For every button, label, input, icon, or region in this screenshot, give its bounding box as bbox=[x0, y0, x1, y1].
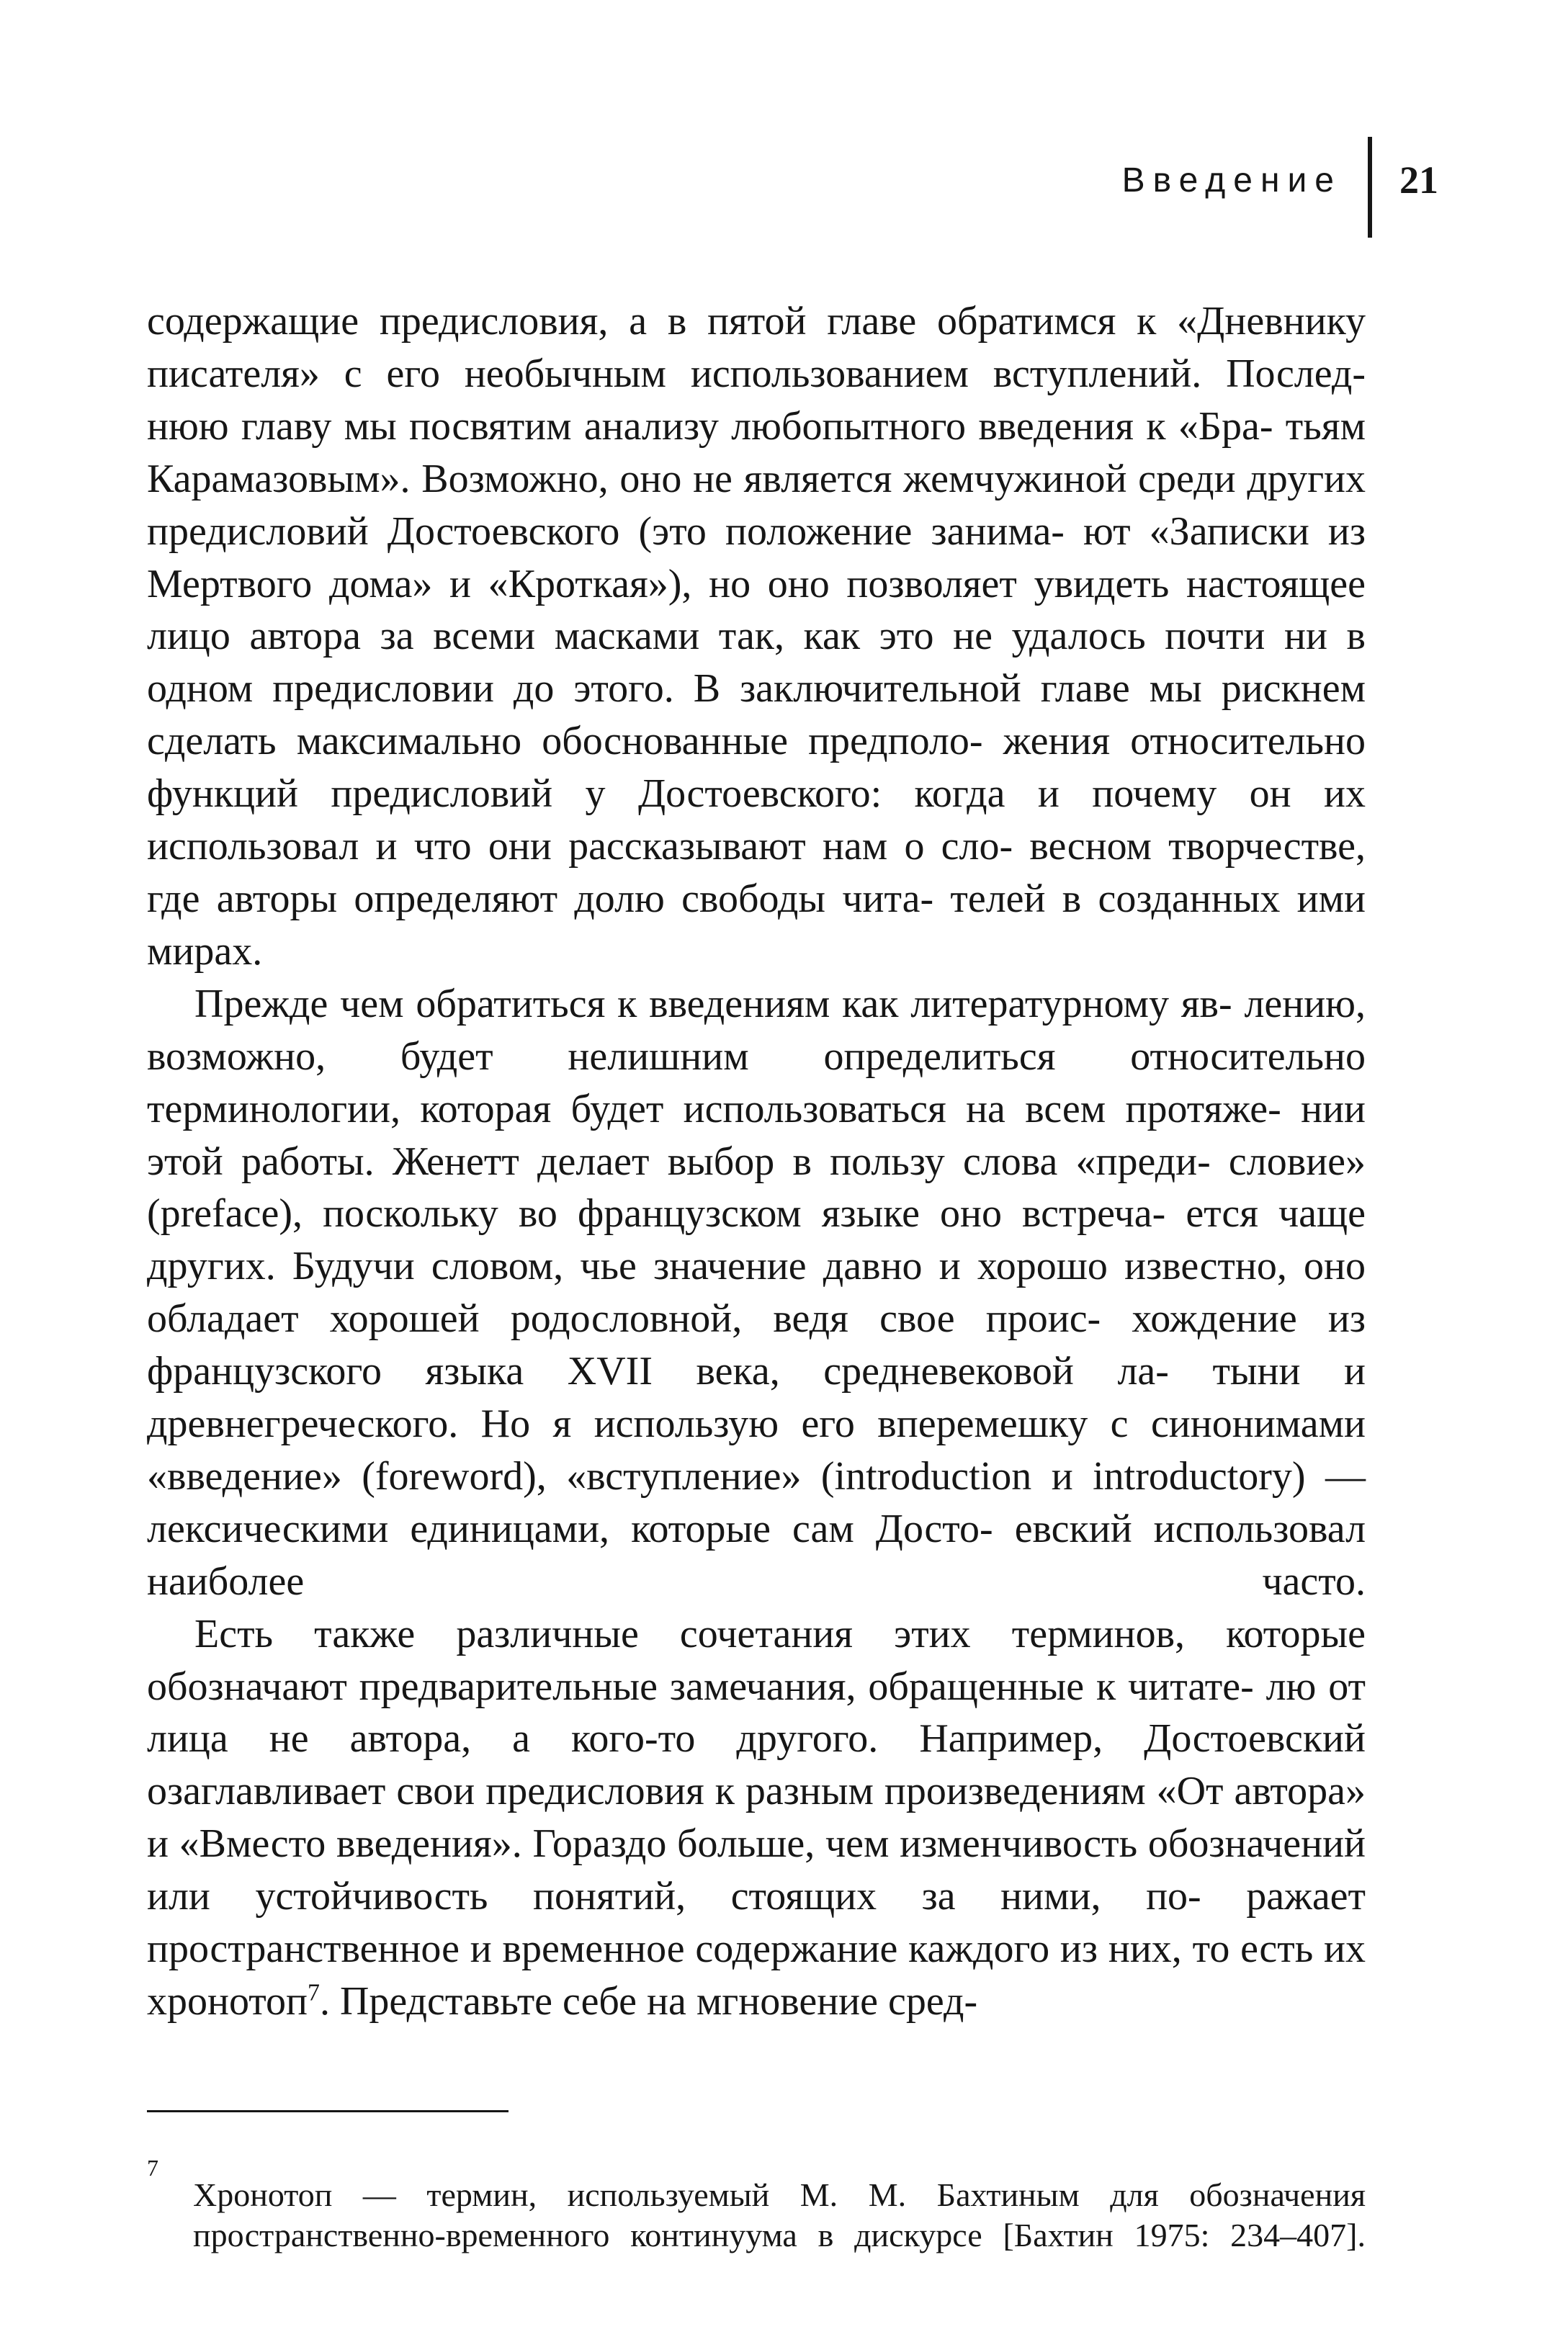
text-line: ражает пространственное и временное содержание каждого из bbox=[147, 1874, 1366, 1972]
text-line: них, то есть их хронотоп bbox=[147, 1926, 1366, 2024]
text-line: ют «Записки из Мертвого дома» и «Кроткая»), но оно позволяет bbox=[147, 508, 1366, 606]
text-line: тьям Карамазовым». Возможно, оно не является жемчужиной bbox=[147, 403, 1366, 501]
text-line: терминологии, которая будет использоваться на всем протяже- bbox=[147, 1086, 1281, 1131]
footnote: 7 Хронотоп — термин, используемый М. М. Бахтиным для обозначения пространственно-временного континуума в дискурсе [Бахтин 1975: 234–407]. bbox=[147, 2175, 1366, 2256]
text-line: лению, возможно, будет нелишним определиться относительно bbox=[147, 981, 1366, 1079]
text-line: автора» и «Вместо введения». Гораздо больше, чем изменчивость bbox=[147, 1769, 1366, 1867]
text-line: телей в созданных ими мирах. bbox=[147, 876, 1366, 974]
text-line: известно, оно обладает хорошей родословной, ведя свое проис- bbox=[147, 1244, 1366, 1342]
paragraph-3 bbox=[147, 1608, 1366, 2028]
text-line: лю от лица не автора, а кого-то другого. Например, Достоевский bbox=[147, 1664, 1366, 1762]
text-line: удалось почти ни в одном предисловии до этого. В заключительной bbox=[147, 614, 1366, 712]
page-number: 21 bbox=[1399, 158, 1438, 202]
section-title: Введение bbox=[1121, 161, 1342, 199]
text-line: нии этой работы. Женетт делает выбор в пользу слова «преди- bbox=[147, 1086, 1366, 1184]
text-line: обозначают предварительные замечания, обращенные к читате- bbox=[147, 1664, 1254, 1709]
text-line: озаглавливает свои предисловия к разным произведениям «От bbox=[147, 1769, 1224, 1814]
running-head bbox=[1122, 148, 1438, 212]
text-line: нюю главу мы посвятим анализу любопытного введения к «Бра- bbox=[147, 403, 1273, 449]
footnote-text bbox=[193, 2175, 1366, 2256]
text-line: весном творчестве, где авторы определяют долю свободы чита- bbox=[147, 824, 1366, 921]
text-line: и introductory) — лексическими единицами, которые сам Досто- bbox=[147, 1453, 1366, 1551]
text-line: содержащие предисловия, а в пятой главе обратимся к «Дневнику bbox=[147, 299, 1366, 344]
footnote-line: пространственно-временного континуума в дискурсе [Бахтин 1975: 234–407]. bbox=[193, 2217, 1366, 2253]
text-line: Прежде чем обратиться к введениям как литературному яв- bbox=[194, 981, 1232, 1026]
text-line: Есть также различные сочетания этих терминов, которые bbox=[194, 1611, 1366, 1656]
text-line: писателя» с его необычным использованием вступлений. Послед- bbox=[147, 351, 1366, 396]
text-line: хождение из французского языка XVII века, средневековой ла- bbox=[147, 1296, 1366, 1394]
text-line: с синонимами «введение» (foreword), «вступление» (introduction bbox=[147, 1401, 1366, 1499]
text-line: . Представьте себе на мгновение сред- bbox=[319, 1979, 978, 2024]
text-line: жения относительно функций предисловий у Достоевского: когда bbox=[147, 719, 1366, 817]
text-line: евский использовал наиболее часто. bbox=[147, 1506, 1366, 1604]
text-line: ется чаще других. Будучи словом, чье значение давно и хорошо bbox=[147, 1191, 1366, 1289]
footnote-separator bbox=[147, 2110, 509, 2112]
text-line: словие» (preface), поскольку во французском языке оно встреча- bbox=[147, 1139, 1366, 1237]
paragraph-2 bbox=[147, 978, 1366, 1608]
footnote-reference[interactable]: 7 bbox=[307, 1979, 320, 2006]
body-text bbox=[147, 295, 1366, 2028]
text-line: увидеть настоящее лицо автора за всеми масками так, как это не bbox=[147, 561, 1366, 659]
text-line: главе мы рискнем сделать максимально обоснованные предполо- bbox=[147, 666, 1366, 764]
text-line: среди других предисловий Достоевского (это положение занима- bbox=[147, 456, 1366, 554]
text-line: тыни и древнегреческого. Но я использую его вперемешку bbox=[147, 1349, 1366, 1447]
footnote-line: Хронотоп — термин, используемый М. М. Бахтиным для обозначения bbox=[193, 2176, 1366, 2213]
text-line: и почему он их использовал и что они рассказывают нам о сло- bbox=[147, 771, 1366, 869]
paragraph-1 bbox=[147, 295, 1366, 978]
text-line: обозначений или устойчивость понятий, стоящих за ними, по- bbox=[147, 1821, 1366, 1919]
